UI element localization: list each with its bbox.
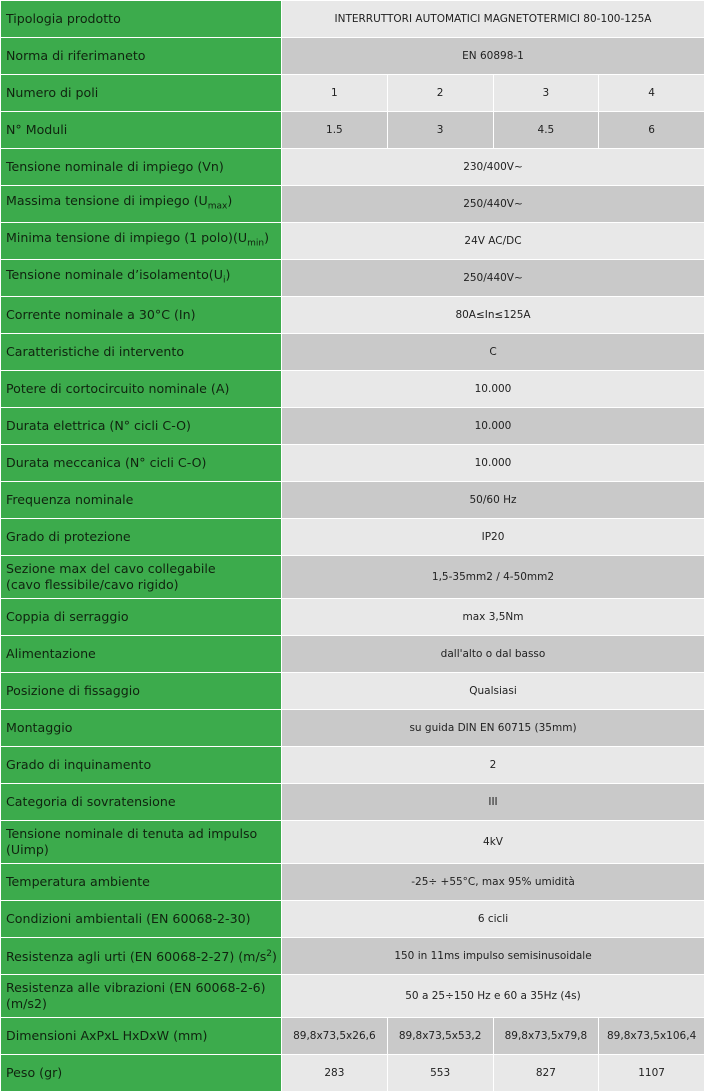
spec-value: 1107 bbox=[599, 1055, 704, 1091]
spec-value: 2 bbox=[388, 75, 493, 111]
spec-label-superscript: 2 bbox=[266, 949, 272, 960]
spec-label-cell bbox=[1, 334, 281, 370]
spec-value: 3 bbox=[494, 75, 599, 111]
spec-label: Tensione nominale d’isolamento(U bbox=[6, 267, 223, 283]
spec-label-cell bbox=[1, 260, 281, 296]
spec-label: Caratteristiche di intervento bbox=[6, 344, 185, 359]
spec-label-cell bbox=[1, 673, 281, 709]
spec-label-tail: ) bbox=[272, 949, 277, 965]
spec-label: Temperatura ambiente bbox=[6, 874, 150, 889]
spec-label: Dimensioni AxPxL HxDxW (mm) bbox=[6, 1028, 208, 1043]
spec-row bbox=[1, 599, 704, 635]
spec-value: 1 bbox=[282, 75, 387, 111]
spec-label: Durata meccanica (N° cicli C-O) bbox=[6, 455, 207, 470]
spec-label: Durata elettrica (N° cicli C-O) bbox=[6, 418, 191, 433]
spec-label: Grado di inquinamento bbox=[6, 757, 152, 772]
spec-value: 3 bbox=[388, 112, 493, 148]
spec-value: INTERRUTTORI AUTOMATICI MAGNETOTERMICI 80-100-125A bbox=[282, 1, 704, 37]
spec-label-tail: ) bbox=[264, 230, 269, 246]
spec-label-line2: (cavo flessibile/cavo rigido) bbox=[6, 577, 179, 592]
spec-row bbox=[1, 519, 704, 555]
spec-row bbox=[1, 975, 704, 1017]
spec-label-subscript: i bbox=[222, 275, 226, 286]
spec-value: 250/440V~ bbox=[282, 260, 704, 296]
spec-row bbox=[1, 482, 704, 518]
spec-label-cell bbox=[1, 1, 281, 37]
spec-value: 230/400V~ bbox=[282, 149, 704, 185]
spec-label-cell bbox=[1, 864, 281, 900]
spec-label: Categoria di sovratensione bbox=[6, 794, 176, 809]
spec-row bbox=[1, 445, 704, 481]
spec-row bbox=[1, 556, 704, 598]
spec-label-cell bbox=[1, 112, 281, 148]
spec-label-cell bbox=[1, 599, 281, 635]
spec-label-line2: (Uimp) bbox=[6, 842, 49, 857]
spec-value: max 3,5Nm bbox=[282, 599, 704, 635]
spec-label: Coppia di serraggio bbox=[6, 609, 129, 624]
spec-row bbox=[1, 784, 704, 820]
spec-label-cell bbox=[1, 371, 281, 407]
spec-value: 4 bbox=[599, 75, 704, 111]
spec-value: 2 bbox=[282, 747, 704, 783]
spec-label: Sezione max del cavo collegabile bbox=[6, 561, 216, 576]
spec-row bbox=[1, 821, 704, 863]
spec-value: -25÷ +55°C, max 95% umidità bbox=[282, 864, 704, 900]
spec-value: 553 bbox=[388, 1055, 493, 1091]
spec-row bbox=[1, 297, 704, 333]
spec-label-cell bbox=[1, 1055, 281, 1091]
spec-label-cell bbox=[1, 223, 281, 259]
spec-row bbox=[1, 673, 704, 709]
spec-value: 89,8x73,5x106,4 bbox=[599, 1018, 704, 1054]
spec-label: Massima tensione di impiego (U bbox=[6, 193, 208, 209]
spec-value: 150 in 11ms impulso semisinusoidale bbox=[282, 938, 704, 974]
spec-label-cell bbox=[1, 149, 281, 185]
spec-label-cell bbox=[1, 556, 281, 598]
spec-label: Potere di cortocircuito nominale (A) bbox=[6, 381, 230, 396]
spec-label-cell bbox=[1, 821, 281, 863]
spec-value: 24V AC/DC bbox=[282, 223, 704, 259]
spec-label: N° Moduli bbox=[6, 122, 68, 137]
spec-label-cell bbox=[1, 710, 281, 746]
spec-label-cell bbox=[1, 747, 281, 783]
spec-label: Resistenza agli urti (EN 60068-2-27) (m/s bbox=[6, 949, 267, 965]
spec-label-cell bbox=[1, 975, 281, 1017]
spec-value: 6 cicli bbox=[282, 901, 704, 937]
spec-value: 50/60 Hz bbox=[282, 482, 704, 518]
spec-label-tail: ) bbox=[225, 267, 231, 283]
spec-row bbox=[1, 1055, 704, 1091]
spec-row bbox=[1, 901, 704, 937]
spec-label-cell bbox=[1, 75, 281, 111]
spec-row bbox=[1, 938, 704, 974]
spec-row bbox=[1, 636, 704, 672]
spec-label: Numero di poli bbox=[6, 85, 99, 100]
spec-row bbox=[1, 747, 704, 783]
spec-label-cell bbox=[1, 519, 281, 555]
spec-value: 283 bbox=[282, 1055, 387, 1091]
spec-label-cell bbox=[1, 408, 281, 444]
spec-label: Corrente nominale a 30°C (In) bbox=[6, 307, 196, 322]
spec-row bbox=[1, 149, 704, 185]
spec-label: Peso (gr) bbox=[6, 1065, 63, 1080]
spec-value: 6 bbox=[599, 112, 704, 148]
spec-label-cell bbox=[1, 636, 281, 672]
spec-row bbox=[1, 334, 704, 370]
spec-value: 10.000 bbox=[282, 371, 704, 407]
spec-value: 1,5-35mm2 / 4-50mm2 bbox=[282, 556, 704, 598]
spec-row bbox=[1, 1, 704, 37]
spec-value: IP20 bbox=[282, 519, 704, 555]
spec-label: Grado di protezione bbox=[6, 529, 131, 544]
spec-row bbox=[1, 371, 704, 407]
spec-label-cell bbox=[1, 482, 281, 518]
spec-value: 80A≤In≤125A bbox=[282, 297, 704, 333]
spec-row bbox=[1, 710, 704, 746]
spec-row bbox=[1, 75, 704, 111]
spec-label: Tensione nominale di tenuta ad impulso bbox=[6, 826, 258, 841]
spec-label: Tipologia prodotto bbox=[6, 11, 121, 26]
spec-label-cell bbox=[1, 445, 281, 481]
spec-value: 10.000 bbox=[282, 445, 704, 481]
spec-label-cell bbox=[1, 38, 281, 74]
spec-label: Condizioni ambientali (EN 60068-2-30) bbox=[6, 911, 251, 926]
spec-label-cell bbox=[1, 784, 281, 820]
spec-value: 89,8x73,5x26,6 bbox=[282, 1018, 387, 1054]
spec-value: 4.5 bbox=[494, 112, 599, 148]
spec-label-tail: ) bbox=[227, 193, 233, 209]
spec-label: Montaggio bbox=[6, 720, 73, 735]
spec-label-subscript: min bbox=[247, 238, 265, 249]
spec-value: 4kV bbox=[282, 821, 704, 863]
spec-value: Qualsiasi bbox=[282, 673, 704, 709]
spec-value: 827 bbox=[494, 1055, 599, 1091]
spec-label-subscript: max bbox=[207, 201, 228, 212]
spec-label: Posizione di fissaggio bbox=[6, 683, 140, 698]
spec-value: 10.000 bbox=[282, 408, 704, 444]
spec-label: Tensione nominale di impiego (Vn) bbox=[6, 159, 224, 174]
spec-row bbox=[1, 260, 704, 296]
spec-label: Resistenza alle vibrazioni (EN 60068-2-6) bbox=[6, 980, 266, 995]
spec-label: Alimentazione bbox=[6, 646, 96, 661]
spec-row bbox=[1, 38, 704, 74]
spec-label-cell bbox=[1, 1018, 281, 1054]
spec-value: III bbox=[282, 784, 704, 820]
spec-label-cell bbox=[1, 901, 281, 937]
spec-value: su guida DIN EN 60715 (35mm) bbox=[282, 710, 704, 746]
spec-label-cell bbox=[1, 297, 281, 333]
spec-label-cell bbox=[1, 938, 281, 974]
spec-label: Minima tensione di impiego (1 polo)(U bbox=[6, 230, 248, 246]
spec-value: 89,8x73,5x79,8 bbox=[494, 1018, 599, 1054]
spec-row bbox=[1, 186, 704, 222]
spec-label-cell bbox=[1, 186, 281, 222]
spec-value: C bbox=[282, 334, 704, 370]
spec-row bbox=[1, 1018, 704, 1054]
spec-value: 50 a 25÷150 Hz e 60 a 35Hz (4s) bbox=[282, 975, 704, 1017]
spec-value: 89,8x73,5x53,2 bbox=[388, 1018, 493, 1054]
spec-label-line2: (m/s2) bbox=[6, 996, 47, 1011]
spec-label: Frequenza nominale bbox=[6, 492, 134, 507]
spec-value: 1.5 bbox=[282, 112, 387, 148]
spec-row bbox=[1, 864, 704, 900]
spec-label: Norma di riferimaneto bbox=[6, 48, 146, 63]
spec-value: dall'alto o dal basso bbox=[282, 636, 704, 672]
spec-row bbox=[1, 408, 704, 444]
spec-value: 250/440V~ bbox=[282, 186, 704, 222]
spec-row bbox=[1, 112, 704, 148]
spec-row bbox=[1, 223, 704, 259]
spec-value: EN 60898-1 bbox=[282, 38, 704, 74]
